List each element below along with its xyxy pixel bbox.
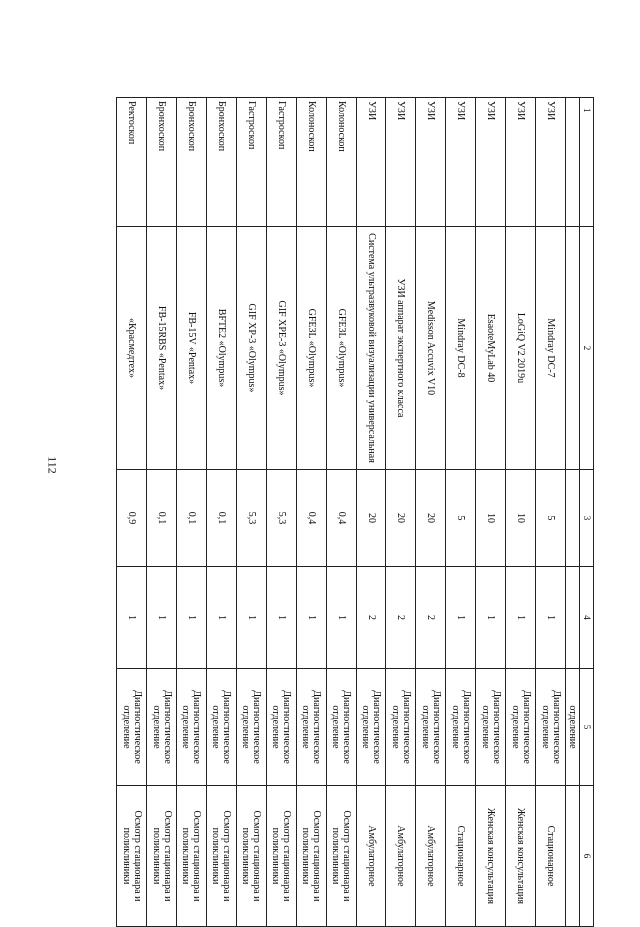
- purpose-cell: Осмотр стационара и поликлиники: [236, 786, 266, 927]
- equipment-type-cell: Ректоскоп: [117, 98, 147, 227]
- equipment-type-cell: УЗИ: [506, 98, 536, 227]
- table-row: [416, 98, 446, 927]
- usage-years-cell: 5,3: [236, 470, 266, 567]
- department-cell: Диагностическое отделение: [446, 669, 476, 786]
- rotated-table-container: [116, 97, 594, 904]
- page-number: 112: [45, 456, 60, 474]
- quantity-cell: 2: [416, 567, 446, 669]
- header-col-5: 5: [580, 669, 594, 786]
- table-row: [117, 98, 147, 927]
- equipment-type-cell: Бронхоскоп: [147, 98, 177, 227]
- equipment-type-cell: УЗИ: [536, 98, 566, 227]
- continuation-cell: [566, 470, 580, 567]
- continuation-dept: отделение: [566, 669, 580, 786]
- table-row: [476, 98, 506, 927]
- purpose-cell: Стационарное: [446, 786, 476, 927]
- quantity-cell: 1: [506, 567, 536, 669]
- equipment-model-cell: Mindray DC-7: [536, 227, 566, 470]
- usage-years-cell: 20: [356, 470, 386, 567]
- department-cell: Диагностическое отделение: [147, 669, 177, 786]
- equipment-model-cell: «Красмедтех»: [117, 227, 147, 470]
- department-cell: Диагностическое отделение: [206, 669, 236, 786]
- quantity-cell: 1: [476, 567, 506, 669]
- header-col-1: 1: [580, 98, 594, 227]
- usage-years-cell: 5: [446, 470, 476, 567]
- purpose-cell: Осмотр стационара и поликлиники: [326, 786, 356, 927]
- purpose-cell: Амбулаторное: [356, 786, 386, 927]
- table-row: [326, 98, 356, 927]
- usage-years-cell: 5,3: [266, 470, 296, 567]
- purpose-cell: Амбулаторное: [416, 786, 446, 927]
- usage-years-cell: 0,9: [117, 470, 147, 567]
- quantity-cell: 1: [536, 567, 566, 669]
- purpose-cell: Амбулаторное: [386, 786, 416, 927]
- department-cell: Диагностическое отделение: [356, 669, 386, 786]
- table-rotation: [116, 97, 594, 904]
- purpose-cell: Стационарное: [536, 786, 566, 927]
- usage-years-cell: 10: [506, 470, 536, 567]
- department-cell: Диагностическое отделение: [177, 669, 207, 786]
- continuation-cell: [566, 98, 580, 227]
- purpose-cell: Осмотр стационара и поликлиники: [117, 786, 147, 927]
- header-col-4: 4: [580, 567, 594, 669]
- purpose-cell: Женская консультация: [476, 786, 506, 927]
- usage-years-cell: 10: [476, 470, 506, 567]
- table-row: [506, 98, 536, 927]
- department-cell: Диагностическое отделение: [416, 669, 446, 786]
- table-row: [356, 98, 386, 927]
- equipment-model-cell: GFE3L «Olympus»: [326, 227, 356, 470]
- header-row: [580, 98, 594, 927]
- equipment-type-cell: Колоноскоп: [326, 98, 356, 227]
- equipment-model-cell: УЗИ аппарат экспертного класса: [386, 227, 416, 470]
- table-row: [446, 98, 476, 927]
- department-cell: Диагностическое отделение: [506, 669, 536, 786]
- equipment-model-cell: GIF XPE-3 «Olympus»: [266, 227, 296, 470]
- usage-years-cell: 5: [536, 470, 566, 567]
- equipment-type-cell: УЗИ: [356, 98, 386, 227]
- table-row: [386, 98, 416, 927]
- purpose-cell: Женская консультация: [506, 786, 536, 927]
- equipment-model-cell: BFTE2 «Olympus»: [206, 227, 236, 470]
- department-cell: Диагностическое отделение: [236, 669, 266, 786]
- quantity-cell: 1: [296, 567, 326, 669]
- equipment-type-cell: Бронхоскоп: [177, 98, 207, 227]
- continuation-cell: [566, 567, 580, 669]
- table-row: [536, 98, 566, 927]
- quantity-cell: 2: [356, 567, 386, 669]
- purpose-cell: Осмотр стационара и поликлиники: [147, 786, 177, 927]
- equipment-model-cell: Mindray DC-8: [446, 227, 476, 470]
- usage-years-cell: 0,4: [296, 470, 326, 567]
- department-cell: Диагностическое отделение: [326, 669, 356, 786]
- equipment-model-cell: Medisson Accuvix V10: [416, 227, 446, 470]
- equipment-model-cell: FB-15V «Pentax»: [177, 227, 207, 470]
- usage-years-cell: 0,1: [177, 470, 207, 567]
- usage-years-cell: 20: [416, 470, 446, 567]
- quantity-cell: 1: [117, 567, 147, 669]
- department-cell: Диагностическое отделение: [476, 669, 506, 786]
- department-cell: Диагностическое отделение: [386, 669, 416, 786]
- department-cell: Диагностическое отделение: [296, 669, 326, 786]
- usage-years-cell: 0,1: [206, 470, 236, 567]
- continuation-cell: [566, 227, 580, 470]
- equipment-type-cell: Гастроскоп: [266, 98, 296, 227]
- header-col-6: 6: [580, 786, 594, 927]
- quantity-cell: 1: [177, 567, 207, 669]
- header-col-2: 2: [580, 227, 594, 470]
- usage-years-cell: 20: [386, 470, 416, 567]
- equipment-type-cell: Гастроскоп: [236, 98, 266, 227]
- continuation-row: [566, 98, 580, 927]
- equipment-model-cell: Система ультразвуковой визуализации универсальная: [356, 227, 386, 470]
- quantity-cell: 2: [386, 567, 416, 669]
- table-row: [147, 98, 177, 927]
- department-cell: Диагностическое отделение: [117, 669, 147, 786]
- equipment-type-cell: УЗИ: [446, 98, 476, 227]
- department-cell: Диагностическое отделение: [536, 669, 566, 786]
- equipment-type-cell: УЗИ: [476, 98, 506, 227]
- purpose-cell: Осмотр стационара и поликлиники: [266, 786, 296, 927]
- equipment-model-cell: FB-15RBS «Pentax»: [147, 227, 177, 470]
- table-row: [266, 98, 296, 927]
- quantity-cell: 1: [147, 567, 177, 669]
- purpose-cell: Осмотр стационара и поликлиники: [296, 786, 326, 927]
- equipment-model-cell: EsaoteMyLab 40: [476, 227, 506, 470]
- usage-years-cell: 0,1: [147, 470, 177, 567]
- quantity-cell: 1: [326, 567, 356, 669]
- purpose-cell: Осмотр стационара и поликлиники: [177, 786, 207, 927]
- header-col-3: 3: [580, 470, 594, 567]
- table-row: [236, 98, 266, 927]
- quantity-cell: 1: [236, 567, 266, 669]
- continuation-cell: [566, 786, 580, 927]
- department-cell: Диагностическое отделение: [266, 669, 296, 786]
- equipment-model-cell: GFE3L «Olympus»: [296, 227, 326, 470]
- table-row: [177, 98, 207, 927]
- purpose-cell: Осмотр стационара и поликлиники: [206, 786, 236, 927]
- equipment-table: [116, 97, 594, 927]
- table-row: [206, 98, 236, 927]
- quantity-cell: 1: [206, 567, 236, 669]
- equipment-type-cell: Бронхоскоп: [206, 98, 236, 227]
- equipment-model-cell: LoGiQ V2 2019u: [506, 227, 536, 470]
- equipment-type-cell: Колоноскоп: [296, 98, 326, 227]
- quantity-cell: 1: [446, 567, 476, 669]
- quantity-cell: 1: [266, 567, 296, 669]
- equipment-type-cell: УЗИ: [416, 98, 446, 227]
- equipment-model-cell: GIF XP-3 «Olympus»: [236, 227, 266, 470]
- table-row: [296, 98, 326, 927]
- equipment-type-cell: УЗИ: [386, 98, 416, 227]
- usage-years-cell: 0,4: [326, 470, 356, 567]
